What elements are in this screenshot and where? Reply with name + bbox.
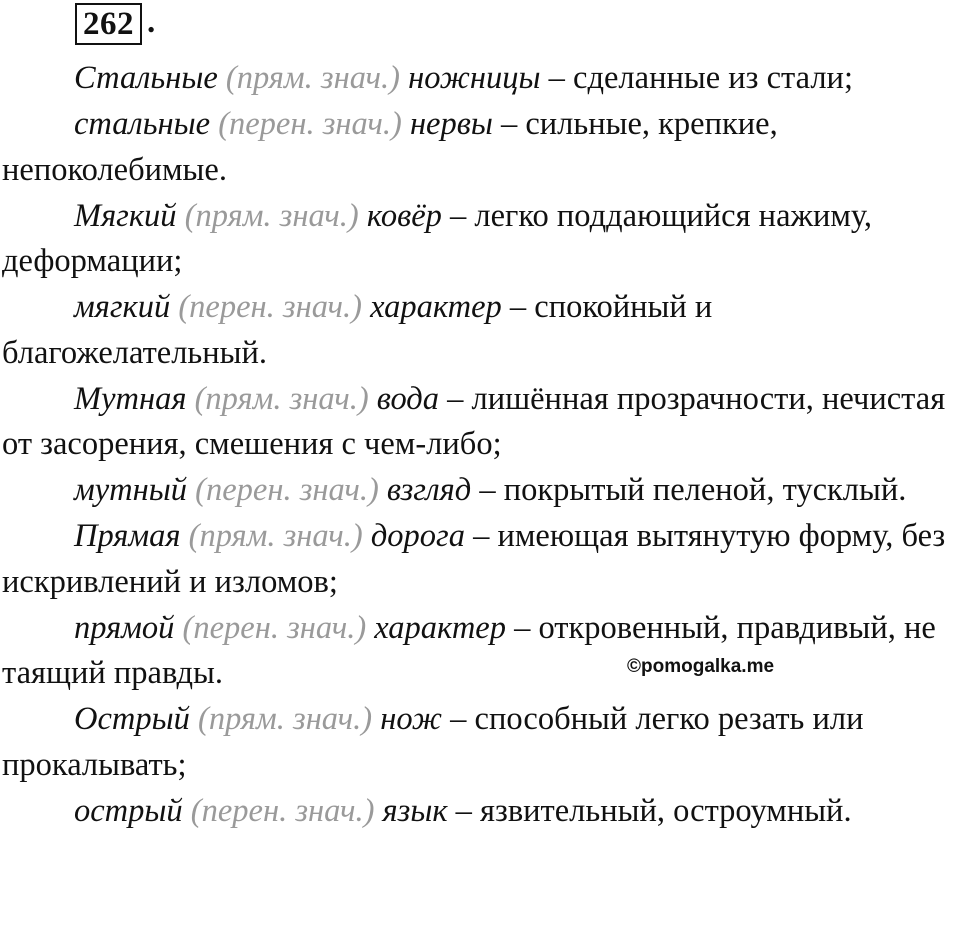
entry-meaning-note: (прям. знач.) [198,701,373,737]
watermark: ©pomogalka.me [627,656,775,677]
entry-meaning-note: (перен. знач.) [195,472,379,508]
entry-word: мягкий [74,289,171,325]
entry-word: стальные [74,106,211,142]
entry-definition: – спокойный и благожелательный. [2,289,713,371]
entry-noun: взгляд [386,472,472,508]
entry-noun: язык [382,792,448,829]
entry-definition: – сильные, крепкие, непоколебимые. [2,106,778,188]
entry-straight-character [2,606,958,697]
task-number: 262 [75,3,142,45]
entry-sharp-knife [2,697,958,788]
entry-steel-scissors [2,56,958,102]
entry-noun: характер [370,289,502,325]
task-number-dot: . [147,4,156,40]
entry-meaning-note: (перен. знач.) [178,289,362,325]
entry-definition: – откровенный, правдивый, не таящий правды. [2,609,936,691]
entry-steel-nerves [2,102,958,193]
entry-noun: ножницы [408,60,541,96]
entry-definition: – лишённая прозрачности, нечистая от засорения, смешения с чем-либо; [2,380,946,462]
entry-soft-carpet [2,194,958,285]
entry-word: Мягкий [74,197,177,234]
entry-meaning-note: (перен. знач.) [190,792,375,829]
entry-soft-character [2,285,958,376]
entry-definition: – язвительный, остроумный. [447,792,852,829]
entries-list [2,56,958,835]
entry-straight-road [2,514,958,605]
entry-word: Прямая [74,518,181,554]
entry-definition: – способный легко резать или прокалывать; [2,701,864,783]
entry-noun: вода [376,380,439,417]
entry-definition: – покрытый пеленой, тусклый. [471,472,907,508]
entry-noun: характер [374,609,506,646]
entry-meaning-note: (прям. знач.) [184,197,359,234]
entry-noun: нервы [409,106,493,142]
entry-word: Стальные [74,60,218,96]
entry-meaning-note: (перен. знач.) [218,106,402,142]
entry-sharp-tongue [2,789,958,835]
entry-noun: дорога [370,518,465,554]
entry-word: острый [74,792,183,829]
entry-noun: ковёр [366,197,442,234]
entry-noun: нож [380,701,443,737]
entry-word: прямой [74,609,175,646]
entry-meaning-note: (прям. знач.) [194,380,369,417]
entry-definition: – легко поддающийся нажиму, деформации; [2,197,873,279]
entry-word: мутный [74,472,188,508]
entry-meaning-note: (прям. знач.) [188,518,363,554]
entry-muddy-water [2,377,958,468]
entry-definition: – имеющая вытянутую форму, без искривлений и изломов; [2,518,946,600]
entry-meaning-note: (прям. знач.) [225,60,400,96]
entry-word: Мутная [74,380,187,417]
entry-meaning-note: (перен. знач.) [182,609,367,646]
entry-dull-gaze [2,468,958,514]
entry-word: Острый [74,701,190,737]
entry-definition: – сделанные из стали; [540,60,853,96]
